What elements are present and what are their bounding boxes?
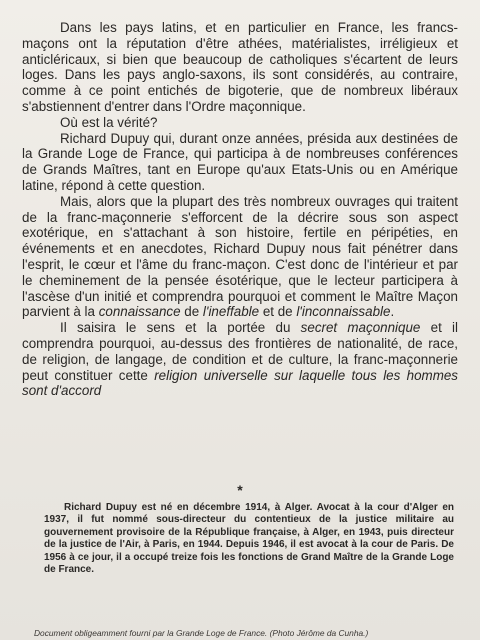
paragraph-3: Richard Dupuy qui, durant onze années, présida aux destinées de la Grande Loge de France, qui participa à de nombreuses conférences de Grands Maîtres, tant en Europe qu'aux Etats-Unis ou en Amérique latine, répond à cette question.: [22, 130, 458, 193]
author-bio: [44, 502, 454, 576]
main-text: [22, 20, 458, 399]
section-separator: *: [237, 482, 243, 498]
paragraph-2: Où est la vérité?: [60, 114, 158, 130]
author-bio-text: Richard Dupuy est né en décembre 1914, à Alger. Avocat à la cour d'Alger en 1937, il fut nommé sous-directeur du contentieux de la justice militaire au gouvernement provisoire de la République française, à Alger, en 1943, puis directeur de la justice de l'Air, à Paris, en 1944. Depuis 1946, il est avocat à la cour de Paris. De 1956 à ce jour, il a occupé treize fois les fonctions de Grand Maître de la Grande Loge de France.: [44, 502, 454, 576]
paragraph-4: Mais, alors que la plupart des très nombreux ouvrages qui traitent de la franc-maçonnerie s'efforcent de la décrire sous son aspect exotérique, en s'attachant à son histoire, fertile en péripéties, en événements et en anecdotes, Richard Dupuy nous fait pénétrer dans l'esprit, le cœur et l'âme du franc-maçon. C'est donc de l'intérieur et par le cheminement de la pensée ésotérique, que le lecteur participera à l'ascèse d'un initié et comprendra pourquoi et comment le Maître Maçon parvient à la connaissance de l'ineffable et de l'inconnaissable.: [22, 193, 458, 320]
paragraph-5: Il saisira le sens et la portée du secret maçonnique et il comprendra pourquoi, au-dessus des frontières de nationalité, de race, de religion, de langage, de condition et de culture, la franc-maçonnerie peut constituer cette religion universelle sur laquelle tous les hommes sont d'accord: [22, 320, 459, 399]
paragraph-1: Dans les pays latins, et en particulier en France, les francs-maçons ont la réputation d'être athées, matérialistes, irréligieux et anticléricaux, si bien que beaucoup de catholiques s'écartent de leurs loges. Dans les pays anglo-saxons, ils sont considérés, au contraire, comme à ce point entichés de bigoterie, que de nombreux libéraux s'abstiennent d'entrer dans l'Ordre maçonnique.: [22, 20, 458, 114]
photo-credit: Document obligeamment fourni par la Grande Loge de France. (Photo Jérôme da Cunha.): [34, 628, 369, 638]
